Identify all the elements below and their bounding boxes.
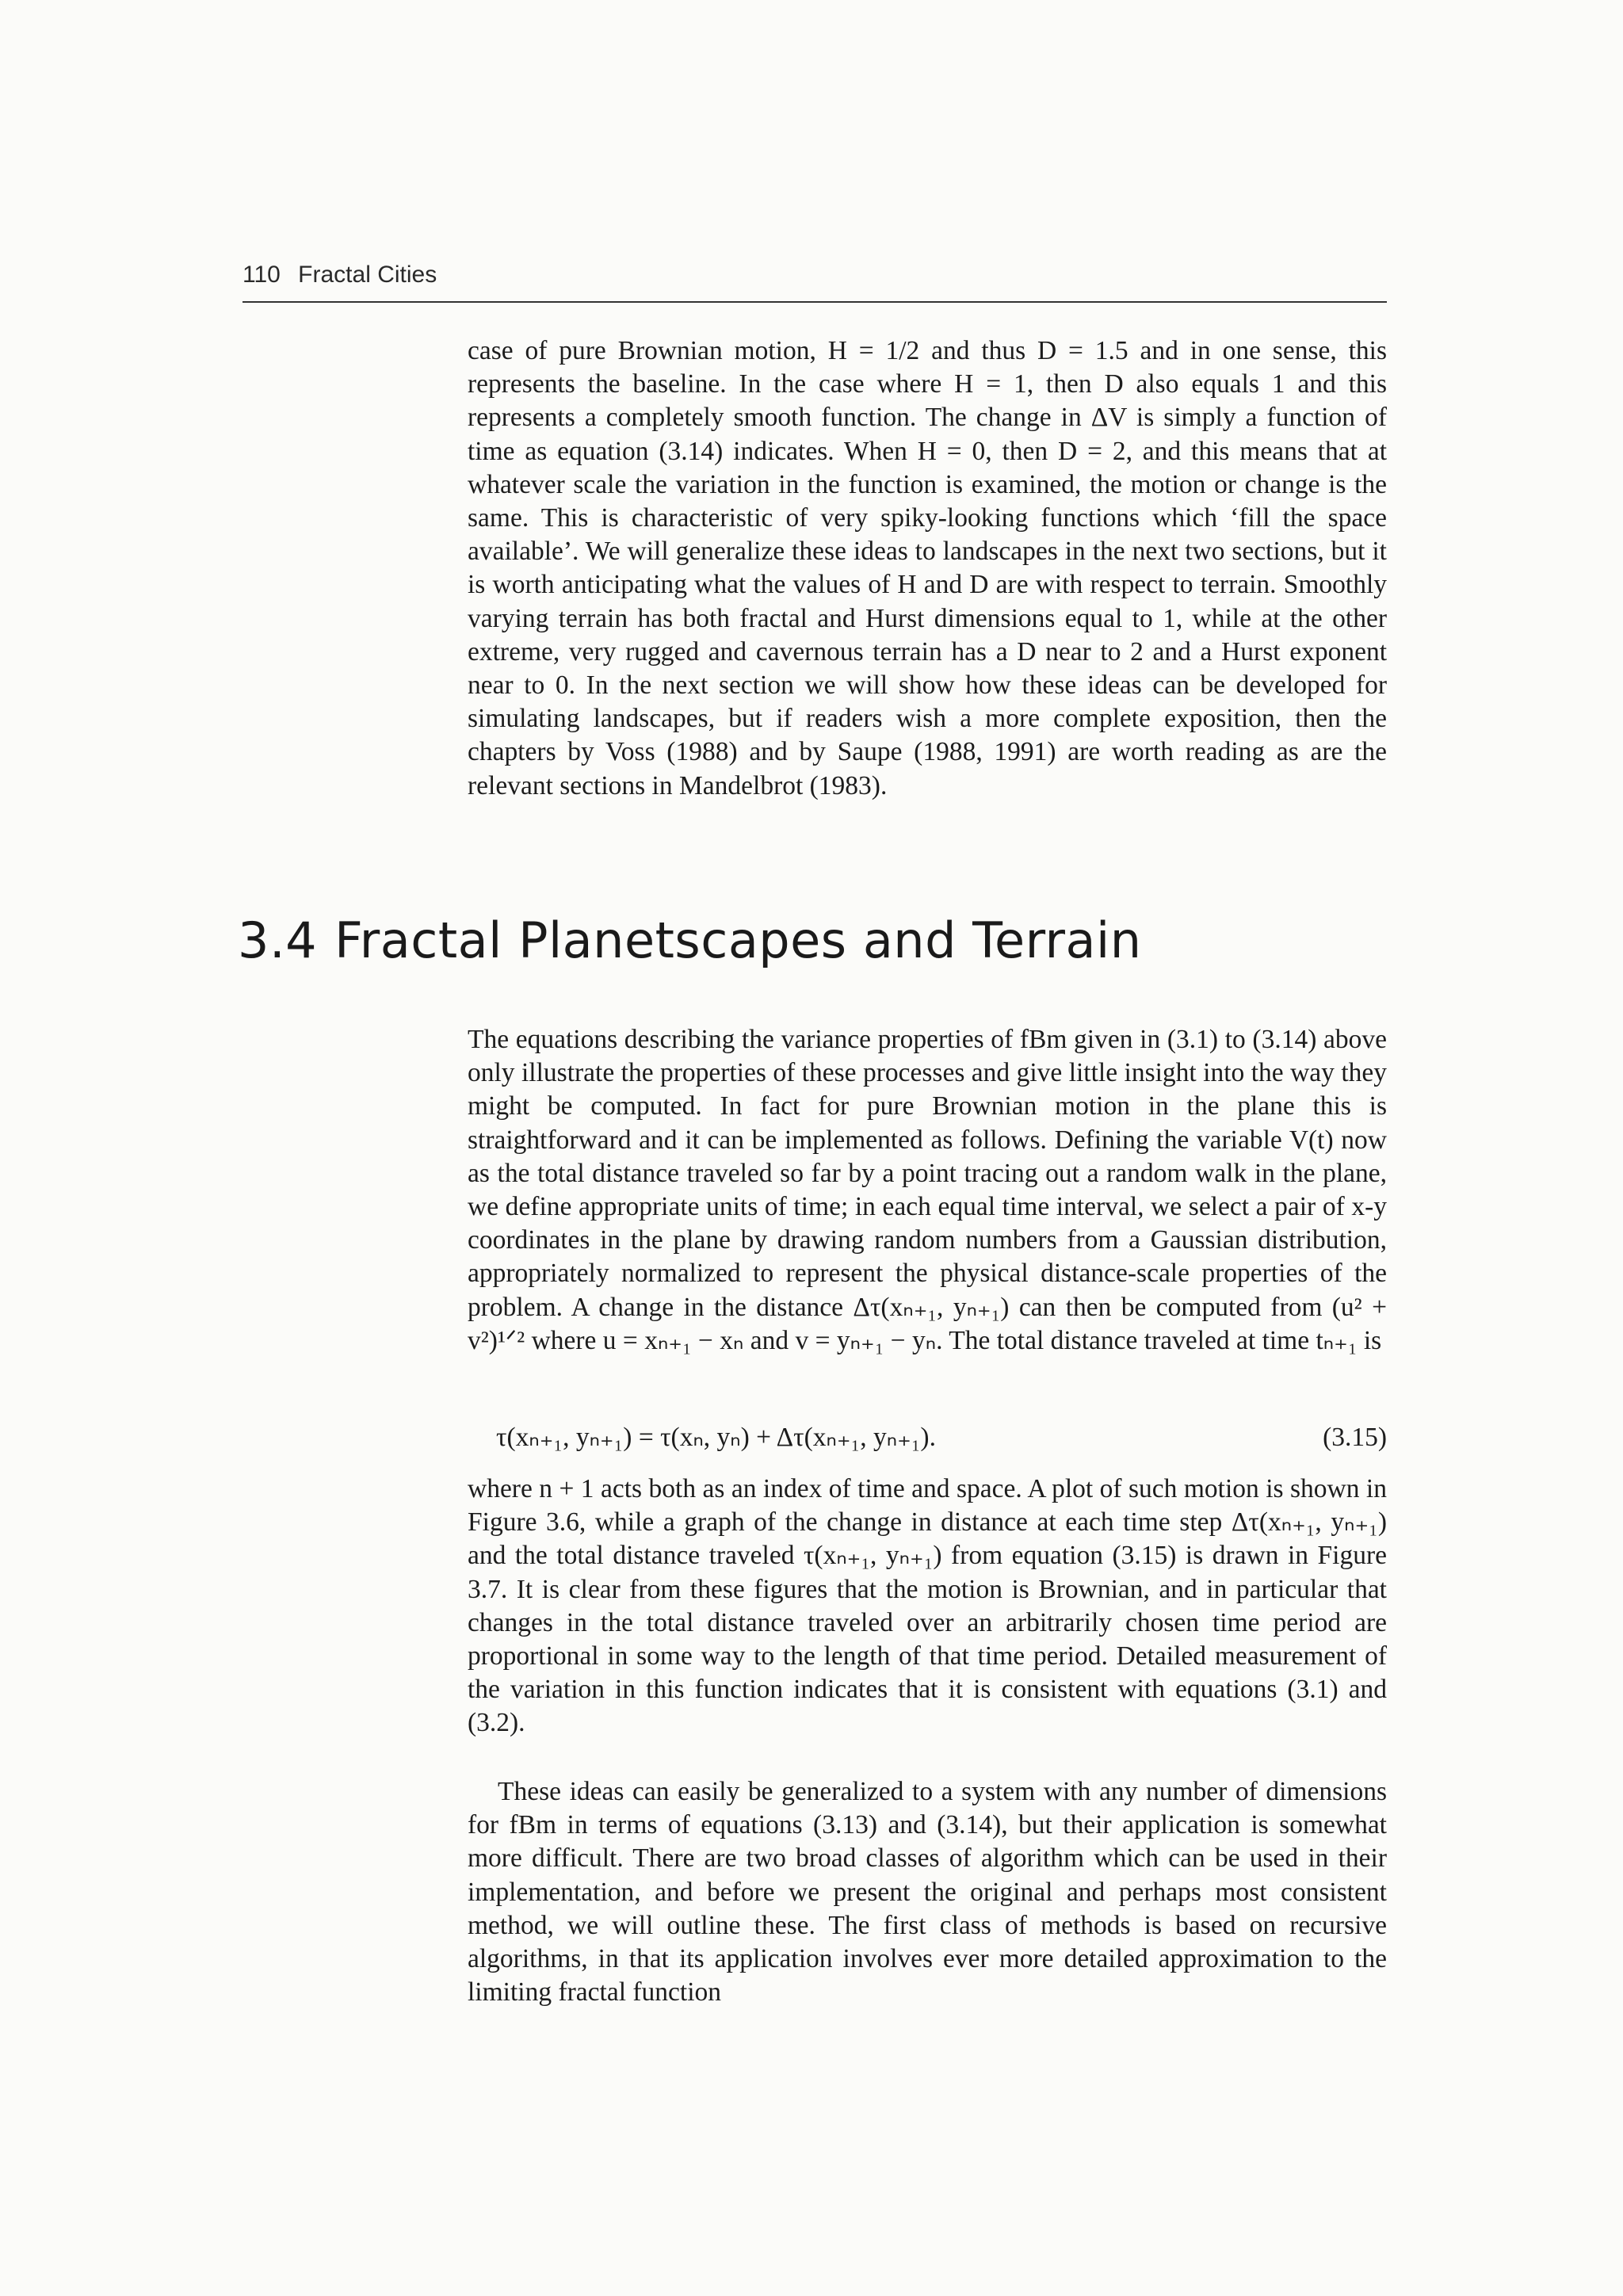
page-number: 110 [242,262,281,288]
equation-expression: τ(xₙ₊₁, yₙ₊₁) = τ(xₙ, yₙ) + Δτ(xₙ₊₁, yₙ₊₁). [496,1423,936,1452]
equation-label: (3.15) [1323,1423,1387,1452]
equation-3-15 [468,1421,1387,1454]
paragraph-4-block [468,1775,1387,2009]
body-paragraph: where n + 1 acts both as an index of time and space. A plot of such motion is shown in Figure 3.6, while a graph of the change in distance at each time step Δτ(xₙ₊₁, yₙ₊₁) and the total distance traveled τ(xₙ₊₁, yₙ₊₁) from equation (3.15) is drawn in Figure 3.7. It is clear from these figures that the motion is Brownian, and in particular that changes in the total distance traveled over an arbitrarily chosen time period are proportional in some way to the length of that time period. Detailed measurement of the variation in this function indicates that it is consistent with equations (3.1) and (3.2). [468,1474,1387,1738]
body-paragraph: These ideas can easily be generalized to a system with any number of dimensions for fBm in terms of equations (3.13) and (3.14), but their application is somewhat more difficult. There are two broad classes of algorithm which can be used in their implementation, and before we present the original and perhaps most consistent method, we will outline these. The first class of methods is based on recursive algorithms, in that its application involves ever more detailed approximation to the limiting fractal function [468,1777,1387,2008]
section-number: 3.4 [238,911,318,969]
paragraph-3-block [468,1473,1387,1740]
paragraph-2-block [468,1023,1387,1358]
header-rule [242,301,1387,303]
section-title: Fractal Planetscapes and Terrain [334,911,1142,969]
paragraph-1-block [468,334,1387,803]
running-head [242,262,1387,288]
running-title: Fractal Cities [298,262,437,288]
section-heading [238,911,1387,969]
body-paragraph: The equations describing the variance properties of fBm given in (3.1) to (3.14) above only illustrate the properties of these processes and give little insight into the way they might be computed. In fact for pure Brownian motion in the plane this is straightforward and it can be implemented as follows. Defining the variable V(t) now as the total distance traveled so far by a point tracing out a random walk in the plane, we define appropriate units of time; in each equal time interval, we select a pair of x-y coordinates in the plane by drawing random numbers from a Gaussian distribution, appropriately normalized to represent the physical distance-scale properties of the problem. A change in the distance Δτ(xₙ₊₁, yₙ₊₁) can then be computed from (u² + v²)¹ᐟ² where u = xₙ₊₁ − xₙ and v = yₙ₊₁ − yₙ. The total distance traveled at time tₙ₊₁ is [468,1025,1387,1355]
body-paragraph: case of pure Brownian motion, H = 1/2 and thus D = 1.5 and in one sense, this represents the baseline. In the case where H = 1, then D also equals 1 and this represents a completely smooth function. The change in ΔV is simply a function of time as equation (3.14) indicates. When H = 0, then D = 2, and this means that at whatever scale the variation in the function is examined, the motion or change is the same. This is characteristic of very spiky-looking functions which ‘fill the space available’. We will generalize these ideas to landscapes in the next two sections, but it is worth anticipating what the values of H and D are with respect to terrain. Smoothly varying terrain has both fractal and Hurst dimensions equal to 1, while at the other extreme, very rugged and cavernous terrain has a D near to 2 and a Hurst exponent near to 0. In the next section we will show how these ideas can be developed for simulating landscapes, but if readers wish a more complete exposition, then the chapters by Voss (1988) and by Saupe (1988, 1991) are worth reading as are the relevant sections in Mandelbrot (1983). [468,336,1387,800]
